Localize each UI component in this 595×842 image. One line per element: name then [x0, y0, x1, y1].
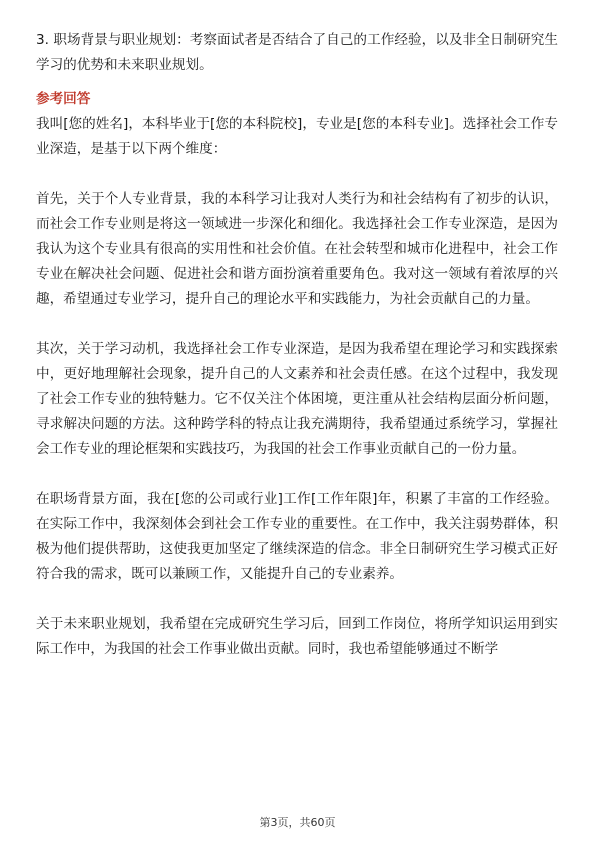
answer-paragraph-future: 关于未来职业规划，我希望在完成研究生学习后，回到工作岗位，将所学知识运用到实际工作中，为我国的社会工作事业做出贡献。同时，我也希望能够通过不断学 — [36, 616, 558, 657]
answer-paragraph-intro: 我叫[您的姓名]，本科毕业于[您的本科院校]，专业是[您的本科专业]。选择社会工作专业深造，是基于以下两个维度： — [36, 116, 558, 157]
question-text: 3. 职场背景与职业规划：考察面试者是否结合了自己的工作经验，以及非全日制研究生学习的优势和未来职业规划。 — [36, 32, 558, 73]
answer-heading: 参考回答 — [36, 91, 91, 107]
answer-paragraph-career: 在职场背景方面，我在[您的公司或行业]工作[工作年限]年，积累了丰富的工作经验。在实际工作中，我深刻体会到社会工作专业的重要性。在工作中，我关注弱势群体，积极为他们提供帮助，这使我更加坚定了继续深造的信念。非全日制研究生学习模式正好符合我的需求，既可以兼顾工作，又能提升自己的专业素养。 — [36, 491, 558, 582]
page-number-footer: 第3页，共60页 — [259, 816, 336, 829]
page-content — [36, 28, 558, 662]
answer-paragraph-background: 首先，关于个人专业背景，我的本科学习让我对人类行为和社会结构有了初步的认识，而社会工作专业则是将这一领域进一步深化和细化。我选择社会工作专业深造，是因为我认为这个专业具有很高的实用性和社会价值。在社会转型和城市化进程中，社会工作专业在解决社会问题、促进社会和谐方面扮演着重要角色。我对这一领域有着浓厚的兴趣，希望通过专业学习，提升自己的理论水平和实践能力，为社会贡献自己的力量。 — [36, 191, 558, 307]
answer-paragraph-motivation: 其次，关于学习动机，我选择社会工作专业深造，是因为我希望在理论学习和实践探索中，更好地理解社会现象，提升自己的人文素养和社会责任感。在这个过程中，我发现了社会工作专业的独特魅力。它不仅关注个体困境，更注重从社会结构层面分析问题，寻求解决问题的方法。这种跨学科的特点让我充满期待，我希望通过系统学习，掌握社会工作专业的理论框架和实践技巧，为我国的社会工作事业贡献自己的一份力量。 — [36, 341, 558, 457]
